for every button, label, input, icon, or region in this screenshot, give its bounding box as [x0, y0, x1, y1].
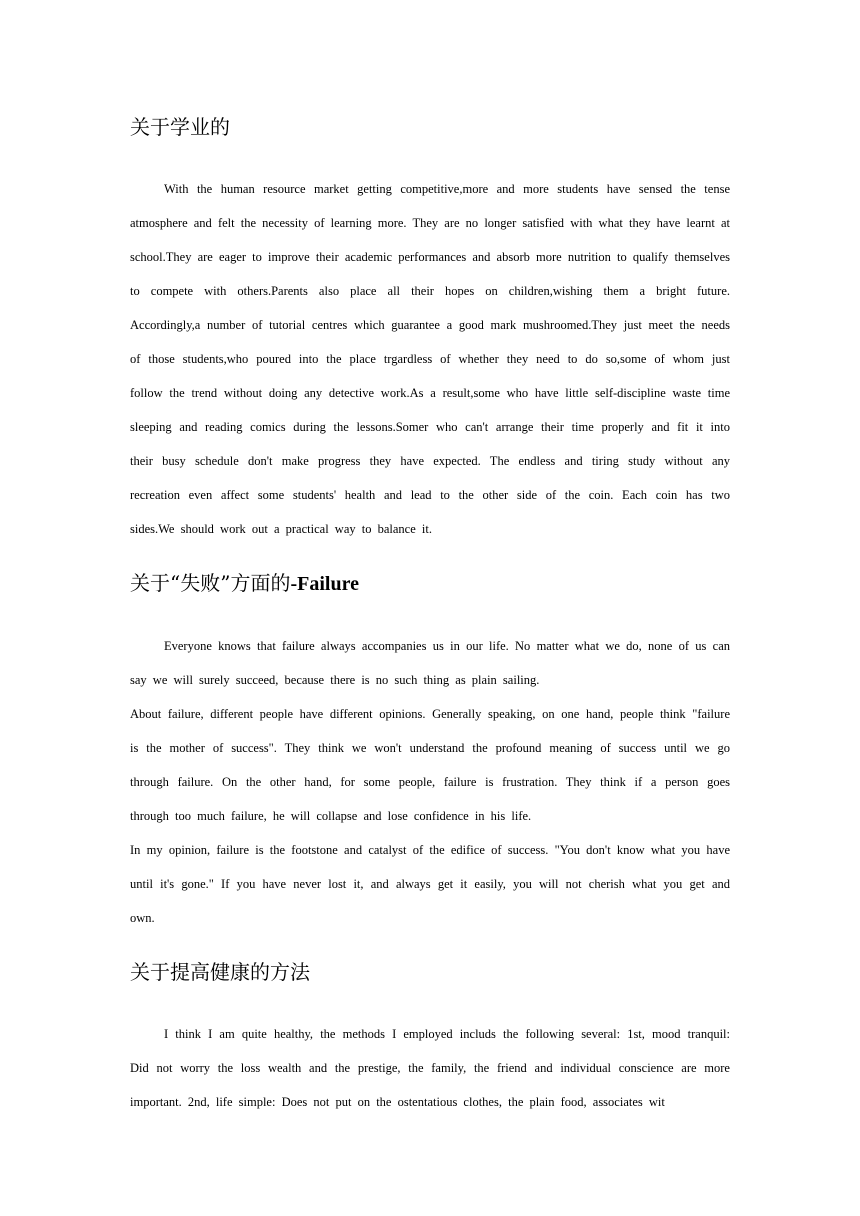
document-content — [130, 112, 730, 1119]
section-heading-health: 关于提高健康的方法 — [130, 960, 310, 984]
heading-failure-cjk: 关于“失败”方面的 — [130, 571, 291, 595]
paragraph-failure-2: About failure, different people have different opinions. Generally speaking, on one hand, people think "failure is the mother of success". They think we won't understand the profound meaning of success until we go through failure. On the other hand, for some people, failure is frustration. They think if a person goes through too much failure, he will collapse and lose confidence in his life. — [130, 707, 730, 823]
section-heading-failure — [130, 568, 730, 599]
paragraph-health: I think I am quite healthy, the methods I employed includs the following several: 1st, mood tranquil: Did not worry the loss wealth and the prestige, the family, the friend and individual conscience are more important. 2nd, life simple: Does not put on the ostentatious clothes, the plain food, associates wit — [130, 1027, 730, 1109]
paragraph-academics: With the human resource market getting competitive,more and more students have sensed the tense atmosphere and felt the necessity of learning more. They are no longer satisfied with what they have learnt at school.They are eager to improve their academic performances and absorb more nutrition to qualify themselves to compete with others.Parents also place all their hopes on children,wishing them a bright future. Accordingly,a number of tutorial centres which guarantee a good mark mushroomed.They just meet the needs of those students,who poured into the place trgardless of whether they need to do so,some of whom just follow the trend without doing any detective work.As a result,some who have little self-discipline waste time sleeping and reading comics during the lessons.Somer who can't arrange their time properly and fit it into their busy schedule don't make progress they have expected. The endless and tiring study without any recreation even affect some students' health and lead to the other side of the coin. Each coin has two sides.We should work out a practical way to balance it. — [130, 182, 730, 536]
section-heading-academics: 关于学业的 — [130, 115, 230, 139]
paragraph-failure-1: Everyone knows that failure always accompanies us in our life. No matter what we do, none of us can say we will surely succeed, because there is no such thing as plain sailing. — [130, 639, 730, 687]
paragraph-failure-3: In my opinion, failure is the footstone and catalyst of the edifice of success. "You don't know what you have until it's gone." If you have never lost it, and always get it easily, you will not cherish what you get and own. — [130, 843, 730, 925]
heading-failure-latin: -Failure — [290, 573, 359, 595]
